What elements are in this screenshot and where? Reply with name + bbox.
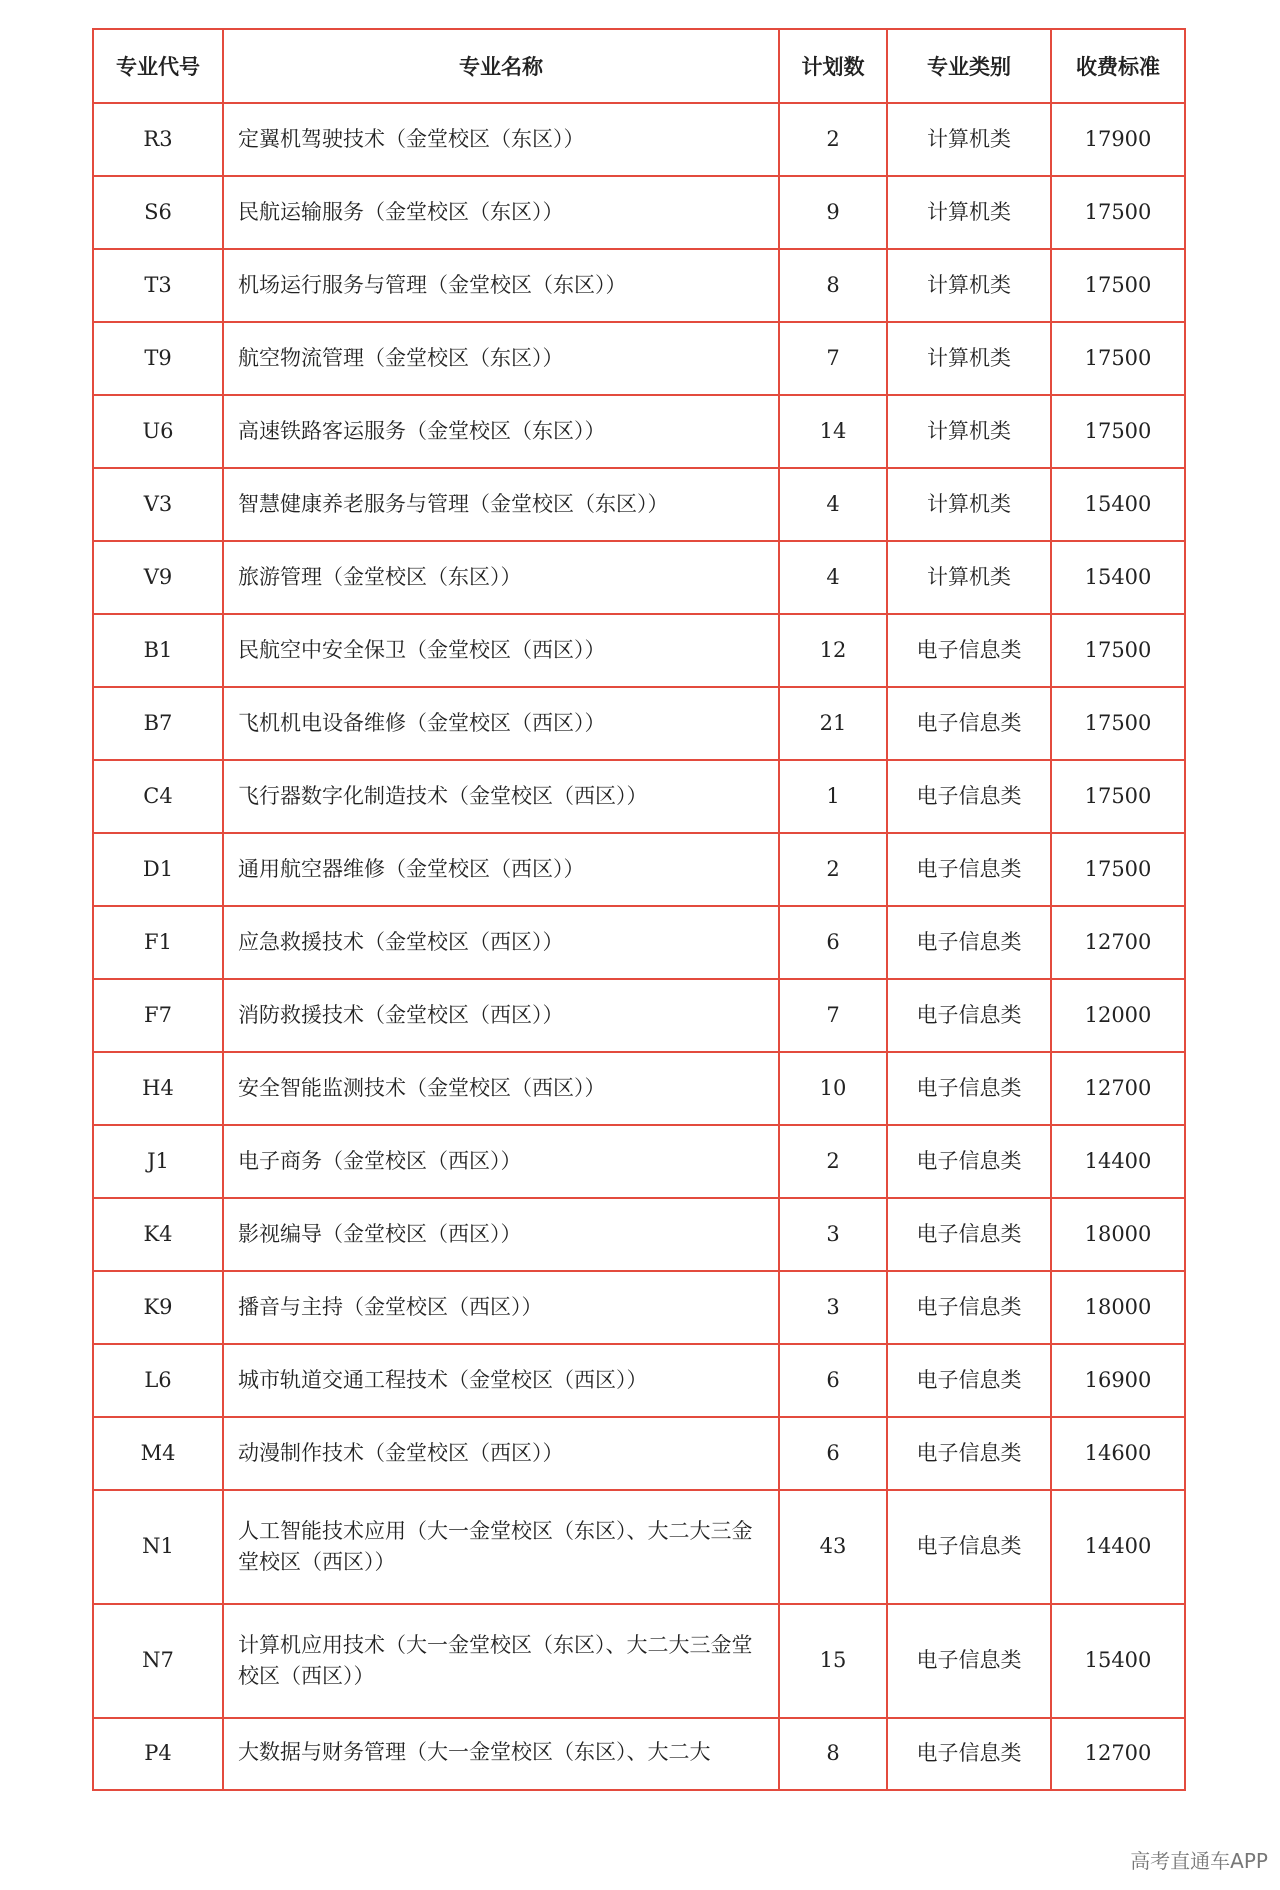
cell-category: 电子信息类 — [887, 687, 1051, 760]
cell-code: B1 — [93, 614, 223, 687]
cell-fee: 17500 — [1051, 322, 1185, 395]
cell-name: 飞行器数字化制造技术（金堂校区（西区）） — [223, 760, 779, 833]
table-row — [93, 1417, 1185, 1490]
cell-plan: 12 — [779, 614, 887, 687]
cell-category: 电子信息类 — [887, 979, 1051, 1052]
table-row — [93, 906, 1185, 979]
table-row — [93, 1718, 1185, 1790]
enrollment-plan-table — [92, 28, 1186, 1791]
cell-code: F7 — [93, 979, 223, 1052]
cell-name: 旅游管理（金堂校区（东区）） — [223, 541, 779, 614]
cell-code: D1 — [93, 833, 223, 906]
cell-plan: 9 — [779, 176, 887, 249]
cell-category: 计算机类 — [887, 541, 1051, 614]
table-row — [93, 395, 1185, 468]
table-row — [93, 1125, 1185, 1198]
table-row — [93, 1490, 1185, 1604]
table-row — [93, 1604, 1185, 1718]
cell-plan: 8 — [779, 1718, 887, 1790]
cell-code: K9 — [93, 1271, 223, 1344]
cell-fee: 17500 — [1051, 249, 1185, 322]
cell-name: 飞机机电设备维修（金堂校区（西区）） — [223, 687, 779, 760]
cell-plan: 7 — [779, 979, 887, 1052]
cell-name: 定翼机驾驶技术（金堂校区（东区）） — [223, 103, 779, 176]
header-fee-standard: 收费标准 — [1051, 29, 1185, 103]
table-row — [93, 322, 1185, 395]
table-row — [93, 176, 1185, 249]
table-row — [93, 249, 1185, 322]
cell-category: 计算机类 — [887, 103, 1051, 176]
cell-code: B7 — [93, 687, 223, 760]
table-row — [93, 760, 1185, 833]
cell-code: H4 — [93, 1052, 223, 1125]
cell-fee: 18000 — [1051, 1271, 1185, 1344]
watermark-text: 高考直通车APP — [1130, 1849, 1268, 1873]
cell-name: 人工智能技术应用（大一金堂校区（东区）、大二大三金堂校区（西区）） — [223, 1490, 779, 1604]
cell-plan: 14 — [779, 395, 887, 468]
enrollment-plan-table-container — [92, 28, 1184, 1791]
cell-fee: 12000 — [1051, 979, 1185, 1052]
cell-plan: 1 — [779, 760, 887, 833]
cell-fee: 17500 — [1051, 614, 1185, 687]
cell-name: 电子商务（金堂校区（西区）） — [223, 1125, 779, 1198]
cell-category: 计算机类 — [887, 468, 1051, 541]
cell-category: 电子信息类 — [887, 614, 1051, 687]
cell-fee: 12700 — [1051, 1718, 1185, 1790]
cell-plan: 7 — [779, 322, 887, 395]
cell-fee: 17500 — [1051, 760, 1185, 833]
table-row — [93, 614, 1185, 687]
cell-category: 电子信息类 — [887, 1052, 1051, 1125]
cell-fee: 15400 — [1051, 468, 1185, 541]
cell-name: 智慧健康养老服务与管理（金堂校区（东区）） — [223, 468, 779, 541]
cell-code: T3 — [93, 249, 223, 322]
cell-name: 计算机应用技术（大一金堂校区（东区）、大二大三金堂校区（西区）） — [223, 1604, 779, 1718]
cell-code: P4 — [93, 1718, 223, 1790]
cell-name: 动漫制作技术（金堂校区（西区）） — [223, 1417, 779, 1490]
cell-code: F1 — [93, 906, 223, 979]
table-row — [93, 1198, 1185, 1271]
cell-category: 电子信息类 — [887, 833, 1051, 906]
cell-name: 播音与主持（金堂校区（西区）） — [223, 1271, 779, 1344]
cell-fee: 14400 — [1051, 1490, 1185, 1604]
table-row — [93, 1271, 1185, 1344]
table-row — [93, 687, 1185, 760]
cell-fee: 17500 — [1051, 833, 1185, 906]
cell-fee: 12700 — [1051, 1052, 1185, 1125]
cell-code: C4 — [93, 760, 223, 833]
header-major-name: 专业名称 — [223, 29, 779, 103]
header-major-code: 专业代号 — [93, 29, 223, 103]
cell-plan: 6 — [779, 906, 887, 979]
cell-category: 电子信息类 — [887, 1198, 1051, 1271]
cell-plan: 6 — [779, 1344, 887, 1417]
table-row — [93, 979, 1185, 1052]
cell-category: 电子信息类 — [887, 1125, 1051, 1198]
cell-name: 通用航空器维修（金堂校区（西区）） — [223, 833, 779, 906]
cell-plan: 2 — [779, 833, 887, 906]
cell-code: V9 — [93, 541, 223, 614]
cell-plan: 10 — [779, 1052, 887, 1125]
cell-plan: 2 — [779, 103, 887, 176]
cell-code: N7 — [93, 1604, 223, 1718]
cell-code: J1 — [93, 1125, 223, 1198]
cell-category: 电子信息类 — [887, 1718, 1051, 1790]
table-row — [93, 541, 1185, 614]
cell-plan: 2 — [779, 1125, 887, 1198]
cell-code: V3 — [93, 468, 223, 541]
cell-fee: 17900 — [1051, 103, 1185, 176]
cell-name: 民航运输服务（金堂校区（东区）） — [223, 176, 779, 249]
cell-name: 城市轨道交通工程技术（金堂校区（西区）） — [223, 1344, 779, 1417]
cell-name: 机场运行服务与管理（金堂校区（东区）） — [223, 249, 779, 322]
cell-fee: 14400 — [1051, 1125, 1185, 1198]
table-row — [93, 1344, 1185, 1417]
cell-category: 计算机类 — [887, 322, 1051, 395]
cell-category: 计算机类 — [887, 249, 1051, 322]
cell-fee: 18000 — [1051, 1198, 1185, 1271]
cell-plan: 8 — [779, 249, 887, 322]
cell-fee: 14600 — [1051, 1417, 1185, 1490]
header-plan-count: 计划数 — [779, 29, 887, 103]
cell-code: M4 — [93, 1417, 223, 1490]
cell-plan: 3 — [779, 1271, 887, 1344]
cell-category: 电子信息类 — [887, 1344, 1051, 1417]
cell-category: 电子信息类 — [887, 1490, 1051, 1604]
cell-name: 民航空中安全保卫（金堂校区（西区）） — [223, 614, 779, 687]
cell-category: 电子信息类 — [887, 1271, 1051, 1344]
table-row — [93, 833, 1185, 906]
table-row — [93, 103, 1185, 176]
cell-fee: 15400 — [1051, 541, 1185, 614]
cell-code: S6 — [93, 176, 223, 249]
table-header-row — [93, 29, 1185, 103]
cell-fee: 17500 — [1051, 395, 1185, 468]
cell-code: N1 — [93, 1490, 223, 1604]
table-row — [93, 1052, 1185, 1125]
cell-name: 航空物流管理（金堂校区（东区）） — [223, 322, 779, 395]
cell-name: 安全智能监测技术（金堂校区（西区）） — [223, 1052, 779, 1125]
cell-fee: 16900 — [1051, 1344, 1185, 1417]
cell-name: 高速铁路客运服务（金堂校区（东区）） — [223, 395, 779, 468]
cell-name: 应急救援技术（金堂校区（西区）） — [223, 906, 779, 979]
cell-category: 计算机类 — [887, 395, 1051, 468]
cell-fee: 12700 — [1051, 906, 1185, 979]
cell-plan: 4 — [779, 541, 887, 614]
cell-fee: 15400 — [1051, 1604, 1185, 1718]
cell-plan: 21 — [779, 687, 887, 760]
cell-code: R3 — [93, 103, 223, 176]
cell-name: 消防救援技术（金堂校区（西区）） — [223, 979, 779, 1052]
cell-plan: 3 — [779, 1198, 887, 1271]
cell-category: 电子信息类 — [887, 1604, 1051, 1718]
cell-category: 电子信息类 — [887, 760, 1051, 833]
cell-category: 计算机类 — [887, 176, 1051, 249]
cell-code: K4 — [93, 1198, 223, 1271]
cell-code: U6 — [93, 395, 223, 468]
cell-plan: 43 — [779, 1490, 887, 1604]
table-row — [93, 468, 1185, 541]
cell-plan: 6 — [779, 1417, 887, 1490]
cell-plan: 4 — [779, 468, 887, 541]
cell-category: 电子信息类 — [887, 906, 1051, 979]
cell-name: 影视编导（金堂校区（西区）） — [223, 1198, 779, 1271]
cell-category: 电子信息类 — [887, 1417, 1051, 1490]
cell-code: L6 — [93, 1344, 223, 1417]
cell-name-text: 大数据与财务管理（大一金堂校区（东区）、大二大 — [238, 1740, 711, 1764]
cell-code: T9 — [93, 322, 223, 395]
cell-fee: 17500 — [1051, 687, 1185, 760]
cell-fee: 17500 — [1051, 176, 1185, 249]
header-major-category: 专业类别 — [887, 29, 1051, 103]
cell-plan: 15 — [779, 1604, 887, 1718]
cell-name — [223, 1718, 779, 1790]
